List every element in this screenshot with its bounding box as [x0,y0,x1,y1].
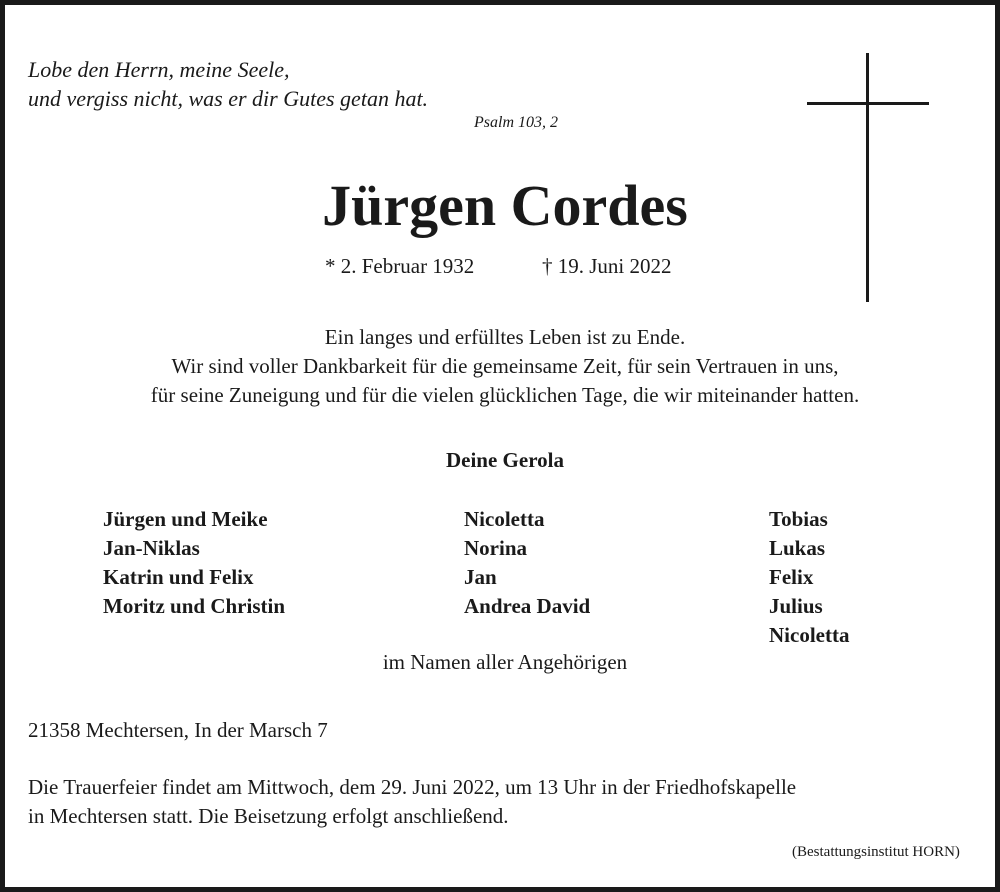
family-column-3 [769,505,849,650]
family-member: Nicoletta [464,507,545,531]
family-member: Moritz und Christin [103,594,286,618]
family-member: Lukas [769,536,826,560]
family-member: Nicoletta [769,623,850,647]
family-member: Julius [769,594,823,618]
family-column-2 [464,505,590,621]
family-member: Andrea David [464,594,591,618]
verse-reference: Psalm 103, 2 [474,114,558,131]
funeral-line: in Mechtersen statt. Die Beisetzung erfolgt anschließend. [28,804,509,828]
family-member: Tobias [769,507,828,531]
family-member: Jan [464,565,497,589]
funeral-details [28,773,796,831]
message-line: Ein langes und erfülltes Leben ist zu Ende. [324,325,686,349]
verse-line-1: Lobe den Herrn, meine Seele, [28,57,290,82]
family-member: Felix [769,565,814,589]
verse-line-2: und vergiss nicht, was er dir Gutes getan hat. [28,86,429,111]
funeral-line: Die Trauerfeier findet am Mittwoch, dem 29. Juni 2022, um 13 Uhr in der Friedhofskapelle [28,775,797,799]
family-column-1 [103,505,285,621]
message-line: Wir sind voller Dankbarkeit für die gemeinsame Zeit, für sein Vertrauen in uns, [171,354,839,378]
family-member: Katrin und Felix [103,565,254,589]
deceased-name: Jürgen Cordes [322,173,688,238]
undertaker-credit: (Bestattungsinstitut HORN) [792,844,960,860]
memorial-message [5,323,1000,410]
death-date: † 19. Juni 2022 [542,254,672,278]
family-member: Jürgen und Meike [103,507,268,531]
bible-verse [28,55,428,113]
birth-date: * 2. Februar 1932 [325,254,475,278]
family-address: 21358 Mechtersen, In der Marsch 7 [28,718,328,742]
message-line: für seine Zuneigung und für die vielen glücklichen Tage, die wir miteinander hatten. [150,383,860,407]
relatives-note: im Namen aller Angehörigen [382,650,628,674]
family-member: Norina [464,536,527,560]
family-member: Jan-Niklas [103,536,200,560]
wife-signature: Deine Gerola [445,448,564,472]
cross-icon-horizontal [807,102,929,105]
